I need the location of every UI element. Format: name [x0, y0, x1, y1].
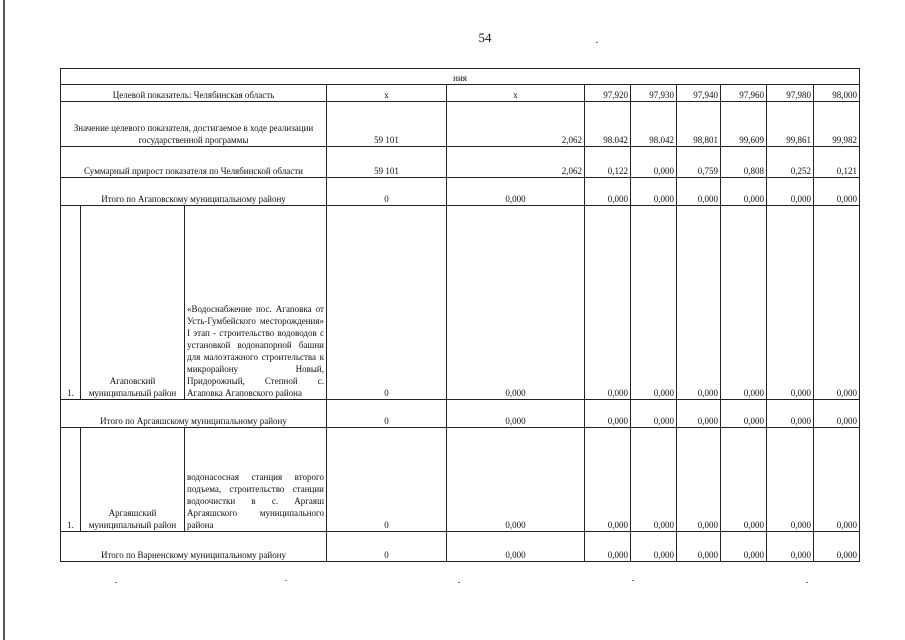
argayash-item-row [61, 428, 860, 532]
increase-y6: 0,121 [814, 147, 860, 178]
agapovsky-district: Агаповский муниципальный район [81, 206, 185, 400]
target-y2: 97,930 [631, 85, 677, 102]
scan-speck [115, 582, 117, 583]
argayash-total-y1: 0,000 [585, 400, 631, 428]
scan-speck [806, 582, 808, 583]
argayash-item-y2: 0,000 [631, 428, 677, 532]
achieved-y1: 98.042 [585, 102, 631, 147]
targets-table [60, 68, 860, 562]
argayash-total-c1: 0 [327, 400, 447, 428]
agapovsky-item-y1: 0,000 [585, 206, 631, 400]
agapovsky-total-y6: 0,000 [814, 178, 860, 206]
increase-y1: 0,122 [585, 147, 631, 178]
achieved-y6: 99,982 [814, 102, 860, 147]
argayash-item-c1: 0 [327, 428, 447, 532]
argayash-description: водонасосная станция второго подъема, строительство станции водоочистки в с. Аргаяш Аргаяшского муниципального района [185, 428, 327, 532]
increase-y5: 0,252 [767, 147, 814, 178]
increase-c1: 59 101 [327, 147, 447, 178]
agapovsky-item-c1: 0 [327, 206, 447, 400]
argayash-item-number: 1. [61, 428, 81, 532]
argayash-total-y2: 0,000 [631, 400, 677, 428]
varna-total-y5: 0,000 [767, 532, 814, 562]
agapovsky-total-y5: 0,000 [767, 178, 814, 206]
page-number: 54 [478, 30, 492, 45]
argayash-total-c2: 0,000 [447, 400, 585, 428]
varna-total-y1: 0,000 [585, 532, 631, 562]
argayash-total-y5: 0,000 [767, 400, 814, 428]
agapovsky-item-y6: 0,000 [814, 206, 860, 400]
varna-total-label: Итого по Варненскому муниципальному району [61, 532, 327, 562]
scan-speck [458, 582, 460, 583]
argayash-item-y4: 0,000 [721, 428, 767, 532]
increase-y2: 0,000 [631, 147, 677, 178]
increase-row [61, 147, 860, 178]
achieved-c1: 59 101 [327, 102, 447, 147]
agapovsky-item-number: 1. [61, 206, 81, 400]
scan-speck [596, 42, 598, 43]
increase-label: Суммарный прирост показателя по Челябинской области [61, 147, 327, 178]
varna-total-y3: 0,000 [677, 532, 721, 562]
agapovsky-item-y4: 0,000 [721, 206, 767, 400]
target-y3: 97,940 [677, 85, 721, 102]
varna-total-y6: 0,000 [814, 532, 860, 562]
page-edge-rule [3, 0, 5, 640]
argayash-total-y3: 0,000 [677, 400, 721, 428]
scan-speck [632, 580, 634, 581]
argayash-total-label: Итого по Аргаяшскому муниципальному району [61, 400, 327, 428]
target-y5: 97,980 [767, 85, 814, 102]
scan-speck [285, 580, 287, 581]
agapovsky-total-y2: 0,000 [631, 178, 677, 206]
increase-y3: 0,759 [677, 147, 721, 178]
agapovsky-description: «Водоснабжение пос. Агаповка от Усть-Гумбейского месторождения» I этап - строительство водоводов с установкой водонапорной башни для малоэтажного строительства к микрорайону Новый, Придорожный, Степной с. Агаповка Агаповского района [185, 206, 327, 400]
agapovsky-total-label: Итого по Агаповскому муниципальному району [61, 178, 327, 206]
achieved-c2: 2,062 [447, 102, 585, 147]
achieved-y5: 99,861 [767, 102, 814, 147]
agapovsky-total-c1: 0 [327, 178, 447, 206]
target-y1: 97,920 [585, 85, 631, 102]
header-fragment: ния [61, 69, 860, 85]
argayash-item-y5: 0,000 [767, 428, 814, 532]
argayash-item-y1: 0,000 [585, 428, 631, 532]
agapovsky-total-y1: 0,000 [585, 178, 631, 206]
agapovsky-item-y3: 0,000 [677, 206, 721, 400]
agapovsky-total-y4: 0,000 [721, 178, 767, 206]
agapovsky-total-row [61, 178, 860, 206]
argayash-item-c2: 0,000 [447, 428, 585, 532]
varna-total-c1: 0 [327, 532, 447, 562]
argayash-item-y6: 0,000 [814, 428, 860, 532]
increase-c2: 2,062 [447, 147, 585, 178]
target-c1: х [327, 85, 447, 102]
argayash-total-y6: 0,000 [814, 400, 860, 428]
target-row [61, 85, 860, 102]
target-label: Целевой показатель: Челябинская область [61, 85, 327, 102]
achieved-y2: 98.042 [631, 102, 677, 147]
varna-total-y4: 0,000 [721, 532, 767, 562]
header-fragment-row [61, 69, 860, 85]
argayash-item-y3: 0,000 [677, 428, 721, 532]
achieved-y4: 99,609 [721, 102, 767, 147]
varna-total-c2: 0,000 [447, 532, 585, 562]
varna-total-y2: 0,000 [631, 532, 677, 562]
target-c2: х [447, 85, 585, 102]
argayash-total-row [61, 400, 860, 428]
increase-y4: 0,808 [721, 147, 767, 178]
argayash-district: Аргаяшский муниципальный район [81, 428, 185, 532]
target-y4: 97,960 [721, 85, 767, 102]
agapovsky-item-row [61, 206, 860, 400]
varna-total-row [61, 532, 860, 562]
agapovsky-item-c2: 0,000 [447, 206, 585, 400]
achieved-row [61, 102, 860, 147]
agapovsky-total-c2: 0,000 [447, 178, 585, 206]
agapovsky-item-y5: 0,000 [767, 206, 814, 400]
achieved-y3: 98,801 [677, 102, 721, 147]
agapovsky-item-y2: 0,000 [631, 206, 677, 400]
agapovsky-total-y3: 0,000 [677, 178, 721, 206]
target-y6: 98,000 [814, 85, 860, 102]
achieved-label: Значение целевого показателя, достигаемое в ходе реализации государственной программы [61, 102, 327, 147]
argayash-total-y4: 0,000 [721, 400, 767, 428]
